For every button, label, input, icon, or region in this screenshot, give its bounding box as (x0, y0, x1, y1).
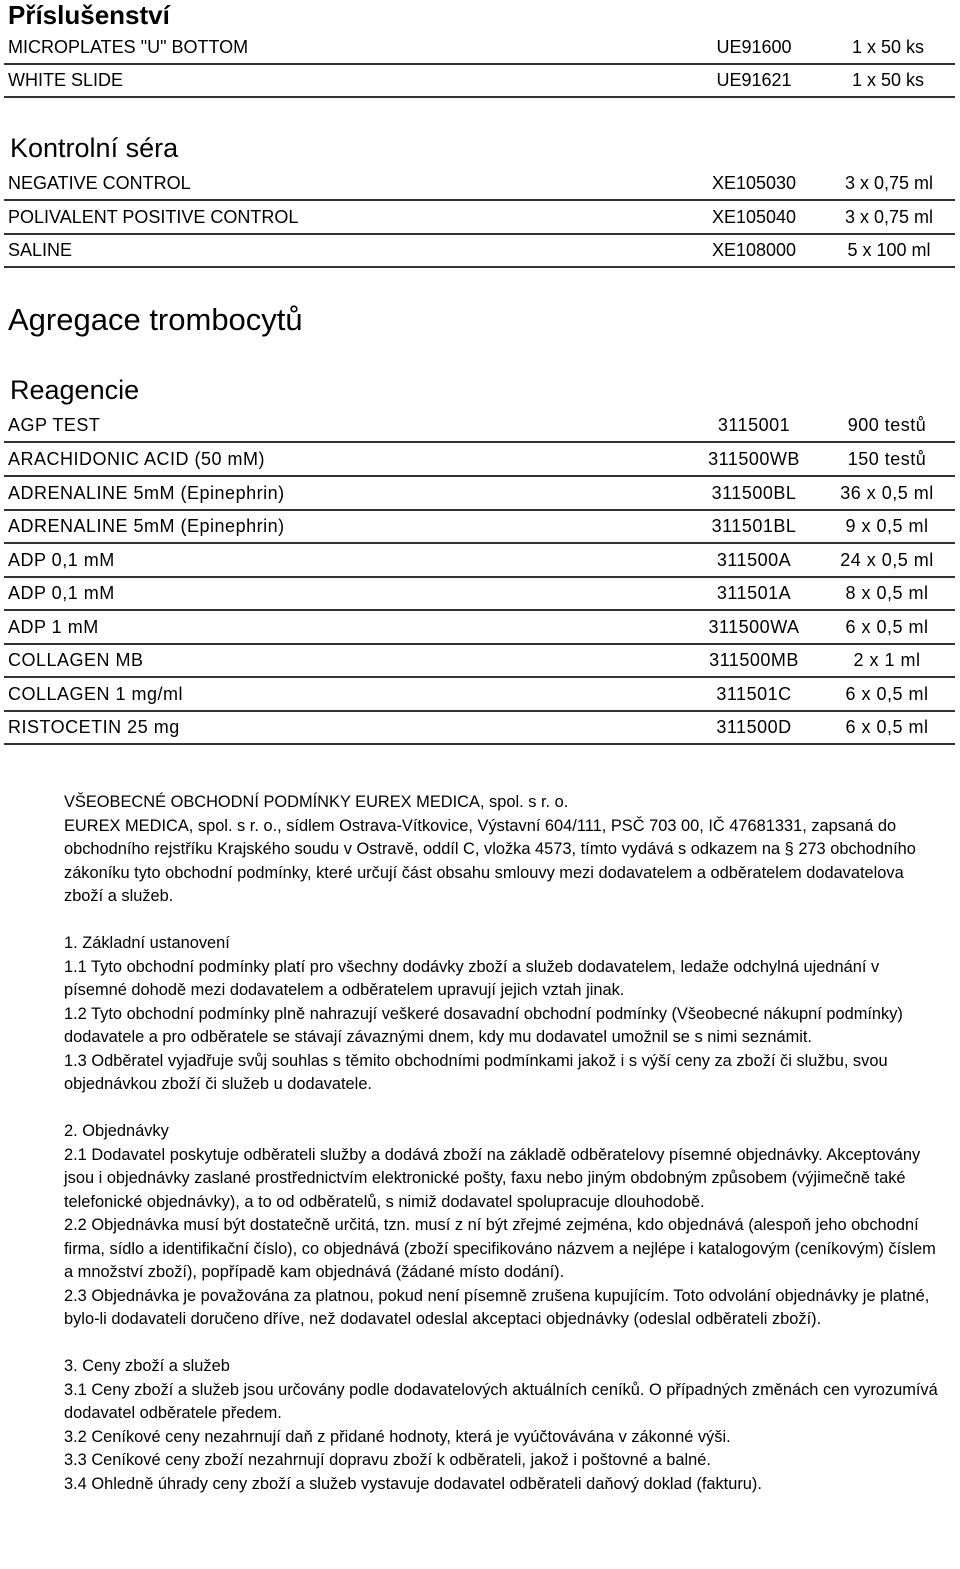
table-row (4, 202, 955, 235)
product-name: AGP TEST (8, 415, 101, 435)
product-name: POLIVALENT POSITIVE CONTROL (8, 207, 299, 227)
section-1-title: 1. Základní ustanovení (64, 934, 230, 952)
table-row (4, 235, 955, 268)
clause-3-3: 3.3 Ceníkové ceny zboží nezahrnují dopravu zboží k odběrateli, jakož i poštovné a balné. (64, 1451, 711, 1469)
product-code: 311500BL (711, 483, 797, 503)
table-row (4, 32, 955, 65)
product-name: NEGATIVE CONTROL (8, 173, 191, 193)
product-name: MICROPLATES "U" BOTTOM (8, 37, 249, 57)
table-row (4, 511, 955, 544)
control-sera-title: Kontrolní séra (10, 133, 179, 163)
table-row (4, 645, 955, 678)
section-2-title: 2. Objednávky (64, 1122, 169, 1140)
clause-1-2: 1.2 Tyto obchodní podmínky plně nahrazují veškeré dosavadní obchodní podmínky (Všeobecné nákupní podmínky) dodavatele a pro odběratele se stávají závaznými dnem, kdy mu dodavatel umožnil se s nimi seznámit. (64, 1004, 903, 1046)
product-code: 311501BL (711, 516, 797, 536)
table-row (4, 712, 955, 745)
table-row (4, 65, 955, 98)
product-name: WHITE SLIDE (8, 70, 124, 90)
product-quantity: 6 x 0,5 ml (845, 684, 929, 704)
table-row (4, 679, 955, 712)
product-name: ADRENALINE 5mM (Epinephrin) (8, 483, 285, 503)
product-name: COLLAGEN MB (8, 650, 144, 670)
product-code: 311500MB (709, 650, 799, 670)
product-name: ADP 0,1 mM (8, 583, 115, 603)
clause-3-1: 3.1 Ceny zboží a služeb jsou určovány podle dodavatelových aktuálních ceníků. O případných změnách cen vyrozumívá dodavatel odběratele předem. (64, 1380, 938, 1422)
aggregation-title: Agregace trombocytů (8, 302, 303, 337)
product-quantity: 900 testů (847, 415, 927, 435)
reagents-subtitle: Reagencie (10, 375, 140, 405)
clause-2-1: 2.1 Dodavatel poskytuje odběrateli služby a dodává zboží na základě odběratelovy písemné objednávky. Akceptovány jsou i objednávky zaslané prostřednictvím elektronické pošty, faxu nebo jiným obdobným způsobem (výjimečně také telefonické objednávky), a to od odběratelů, s nimiž dodavatel spolupracuje dlouhodobě. (64, 1145, 921, 1211)
product-quantity: 9 x 0,5 ml (845, 516, 929, 536)
product-name: ADRENALINE 5mM (Epinephrin) (8, 516, 285, 536)
section-3-title: 3. Ceny zboží a služeb (64, 1357, 230, 1375)
product-name: RISTOCETIN 25 mg (8, 717, 180, 737)
product-quantity: 36 x 0,5 ml (840, 483, 934, 503)
product-quantity: 2 x 1 ml (853, 650, 921, 670)
product-code: 311501C (716, 684, 792, 704)
product-name: ADP 1 mM (8, 617, 99, 637)
accessories-title: Příslušenství (8, 0, 170, 30)
clause-3-2: 3.2 Ceníkové ceny nezahrnují daň z přidané hodnoty, která je vyúčtovávána v zákonné výši. (64, 1427, 731, 1446)
product-name: ADP 0,1 mM (8, 550, 115, 570)
table-row (4, 578, 955, 611)
product-quantity: 3 x 0,75 ml (844, 173, 934, 193)
product-code: UE91621 (716, 70, 792, 90)
table-row (4, 168, 955, 201)
product-code: 311501A (716, 583, 792, 603)
product-quantity: 8 x 0,5 ml (845, 583, 929, 603)
product-quantity: 24 x 0,5 ml (840, 550, 934, 570)
terms-title: VŠEOBECNÉ OBCHODNÍ PODMÍNKY EUREX MEDICA, spol. s r. o. (64, 793, 569, 811)
table-row (4, 410, 955, 443)
product-code: 311500D (716, 717, 792, 737)
product-quantity: 6 x 0,5 ml (845, 717, 929, 737)
clause-2-3: 2.3 Objednávka je považována za platnou, pokud není písemně zrušena kupujícím. Toto odvolání objednávky je platné, bylo-li dodavateli doručeno dříve, než dodavatel odeslal akceptaci objednávky (odeslal odběrateli zboží). (64, 1286, 930, 1328)
product-code: 311500WB (708, 449, 800, 469)
product-name: ARACHIDONIC ACID (50 mM) (8, 449, 266, 469)
table-row (4, 444, 955, 477)
product-code: 311500WA (708, 617, 800, 637)
product-quantity: 5 x 100 ml (847, 240, 931, 260)
product-quantity: 3 x 0,75 ml (844, 207, 934, 227)
product-code: XE108000 (711, 240, 797, 260)
product-code: 3115001 (717, 415, 791, 435)
product-quantity: 1 x 50 ks (851, 70, 925, 90)
product-name: SALINE (8, 240, 73, 260)
product-quantity: 150 testů (847, 449, 927, 469)
terms-intro: EUREX MEDICA, spol. s r. o., sídlem Ostrava-Vítkovice, Výstavní 604/111, PSČ 703 00, IČ 47681331, zapsaná do obchodního rejstříku Krajského soudu v Ostravě, oddíl C, vložka 4573, tímto vydává s odkazem na § 273 obchodního zákoníku tyto obchodní podmínky, které určují část obsahu smlouvy mezi dodavatelem a odběratelem dodavatelova zboží a služeb. (64, 816, 916, 905)
table-row (4, 612, 955, 645)
clause-2-2: 2.2 Objednávka musí být dostatečně určitá, tzn. musí z ní být zřejmé zejména, kdo objednává (alespoň jeho obchodní firma, sídlo a identifikační číslo), co objednává (zboží specifikováno názvem a nejlépe i katalogovým (ceníkovým) číslem a množství zboží), popřípadě kam objednává (žádané místo dodání). (64, 1216, 936, 1281)
product-code: XE105040 (711, 207, 797, 227)
product-quantity: 6 x 0,5 ml (845, 617, 929, 637)
product-code: UE91600 (716, 37, 792, 57)
product-code: 311500A (716, 550, 792, 570)
table-row (4, 545, 955, 578)
product-quantity: 1 x 50 ks (851, 37, 925, 57)
clause-3-4: 3.4 Ohledně úhrady ceny zboží a služeb vystavuje dodavatel odběrateli daňový doklad (fakturu). (64, 1474, 762, 1493)
product-code: XE105030 (711, 173, 797, 193)
product-name: COLLAGEN 1 mg/ml (8, 684, 184, 704)
terms-section (64, 791, 944, 1496)
table-row (4, 478, 955, 511)
clause-1-1: 1.1 Tyto obchodní podmínky platí pro všechny dodávky zboží a služeb dodavatelem, ledaže odchylná ujednání v písemné dohodě mezi dodavatelem a odběratelem upravují jejich vztah jinak. (64, 957, 880, 999)
clause-1-3: 1.3 Odběratel vyjadřuje svůj souhlas s těmito obchodními podmínkami jakož i s výší ceny za zboží či službu, svou objednávkou zboží či služeb u dodavatele. (64, 1051, 888, 1093)
